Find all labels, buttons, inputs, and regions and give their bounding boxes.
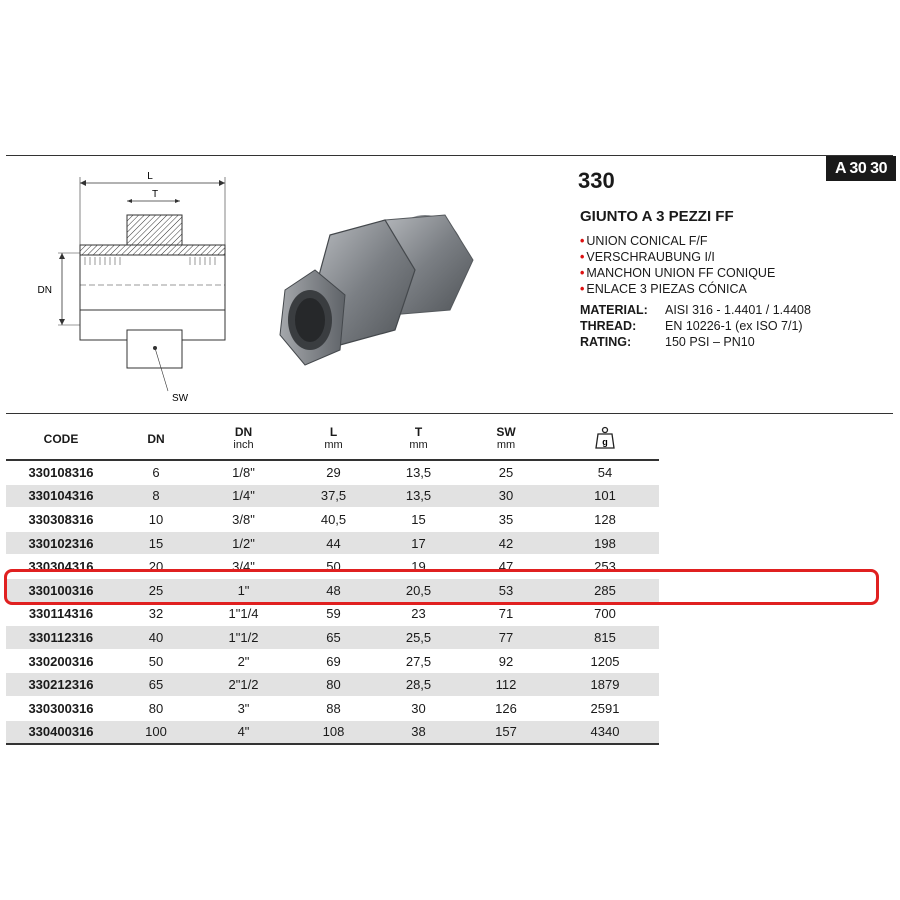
cell-dn: 10 [116, 508, 196, 532]
cell-l: 50 [291, 555, 376, 579]
cell-code: 330102316 [6, 531, 116, 555]
cell-l: 37,5 [291, 484, 376, 508]
table-row [6, 578, 659, 602]
cell-l: 44 [291, 531, 376, 555]
cell-l: 88 [291, 696, 376, 720]
cell-w: 1205 [551, 649, 659, 673]
cell-w: 54 [551, 460, 659, 484]
cell-t: 38 [376, 720, 461, 744]
table-row [6, 460, 659, 484]
spec-value: AISI 316 - 1.4401 / 1.4408 [665, 303, 811, 317]
cell-dn: 50 [116, 649, 196, 673]
translation-fr: • MANCHON UNION FF CONIQUE [580, 265, 775, 281]
cell-sw: 53 [461, 578, 551, 602]
cell-sw: 42 [461, 531, 551, 555]
cell-code: 330212316 [6, 673, 116, 697]
cell-t: 30 [376, 696, 461, 720]
section-divider [6, 413, 893, 414]
cell-sw: 47 [461, 555, 551, 579]
cell-dn: 80 [116, 696, 196, 720]
table-row [6, 673, 659, 697]
header-code: CODE [43, 431, 79, 446]
cell-sw: 157 [461, 720, 551, 744]
cell-l: 65 [291, 626, 376, 650]
table-header-row [6, 419, 659, 460]
cell-inch: 1/2" [196, 531, 291, 555]
table-row [6, 720, 659, 744]
product-specs [580, 302, 811, 350]
product-code: 330 [578, 168, 615, 193]
cell-inch: 4" [196, 720, 291, 744]
cell-w: 101 [551, 484, 659, 508]
top-divider [6, 155, 893, 156]
cell-code: 330308316 [6, 508, 116, 532]
cell-code: 330112316 [6, 626, 116, 650]
cell-t: 28,5 [376, 673, 461, 697]
cell-l: 80 [291, 673, 376, 697]
cell-w: 128 [551, 508, 659, 532]
cell-code: 330200316 [6, 649, 116, 673]
weight-icon [595, 426, 615, 450]
table-row [6, 531, 659, 555]
spec-label: RATING: [580, 335, 632, 349]
label-sw: SW [172, 393, 189, 404]
table-row [6, 484, 659, 508]
cell-dn: 100 [116, 720, 196, 744]
svg-text:g: g [602, 436, 608, 447]
product-photo [275, 200, 480, 380]
spec-rating [580, 334, 811, 350]
cell-sw: 30 [461, 484, 551, 508]
cell-code: 330114316 [6, 602, 116, 626]
table-row [6, 696, 659, 720]
cell-w: 253 [551, 555, 659, 579]
cell-l: 40,5 [291, 508, 376, 532]
cell-inch: 1"1/4 [196, 602, 291, 626]
table-row [6, 602, 659, 626]
cell-code: 330108316 [6, 460, 116, 484]
page-badge: A 30 30 [826, 156, 896, 181]
spec-value: EN 10226-1 (ex ISO 7/1) [665, 319, 803, 333]
cell-inch: 1"1/2 [196, 626, 291, 650]
translation-de: • VERSCHRAUBUNG I/I [580, 249, 775, 265]
cell-w: 2591 [551, 696, 659, 720]
cell-inch: 3" [196, 696, 291, 720]
table-row [6, 626, 659, 650]
cell-inch: 1/8" [196, 460, 291, 484]
cell-l: 29 [291, 460, 376, 484]
cell-inch: 1" [196, 578, 291, 602]
cell-code: 330300316 [6, 696, 116, 720]
cell-t: 13,5 [376, 484, 461, 508]
cell-inch: 2"1/2 [196, 673, 291, 697]
cell-sw: 126 [461, 696, 551, 720]
cell-dn: 15 [116, 531, 196, 555]
cell-dn: 65 [116, 673, 196, 697]
cell-inch: 1/4" [196, 484, 291, 508]
table-row [6, 508, 659, 532]
cell-sw: 25 [461, 460, 551, 484]
cell-l: 48 [291, 578, 376, 602]
cell-sw: 35 [461, 508, 551, 532]
cell-dn: 8 [116, 484, 196, 508]
cell-code: 330304316 [6, 555, 116, 579]
spec-label: THREAD: [580, 319, 637, 333]
label-dn: DN [37, 285, 52, 296]
header-dn: DN [147, 431, 165, 446]
table-row [6, 649, 659, 673]
translation-en: • UNION CONICAL F/F [580, 233, 775, 249]
cell-inch: 2" [196, 649, 291, 673]
cell-t: 15 [376, 508, 461, 532]
cell-code: 330100316 [6, 578, 116, 602]
header-t: T mm [409, 425, 428, 451]
cell-w: 1879 [551, 673, 659, 697]
table-row [6, 555, 659, 579]
cell-dn: 32 [116, 602, 196, 626]
cell-t: 13,5 [376, 460, 461, 484]
cell-t: 17 [376, 531, 461, 555]
cell-t: 23 [376, 602, 461, 626]
cell-code: 330104316 [6, 484, 116, 508]
cell-sw: 71 [461, 602, 551, 626]
label-l: L [147, 171, 153, 182]
header-dn-inch: DN inch [233, 425, 254, 451]
cell-code: 330400316 [6, 720, 116, 744]
dimensions-table [6, 419, 659, 745]
translation-es: • ENLACE 3 PIEZAS CÓNICA [580, 281, 775, 297]
cell-dn: 6 [116, 460, 196, 484]
cell-dn: 20 [116, 555, 196, 579]
cell-w: 700 [551, 602, 659, 626]
spec-thread [580, 318, 811, 334]
product-name: GIUNTO A 3 PEZZI FF [580, 208, 734, 225]
spec-material [580, 302, 811, 318]
cell-sw: 77 [461, 626, 551, 650]
spec-label: MATERIAL: [580, 303, 648, 317]
cell-t: 20,5 [376, 578, 461, 602]
product-translations [580, 233, 775, 297]
cell-w: 198 [551, 531, 659, 555]
cell-l: 108 [291, 720, 376, 744]
cell-dn: 40 [116, 626, 196, 650]
cell-t: 27,5 [376, 649, 461, 673]
cell-sw: 112 [461, 673, 551, 697]
cell-w: 4340 [551, 720, 659, 744]
header-weight [551, 419, 659, 460]
cell-w: 285 [551, 578, 659, 602]
spec-value: 150 PSI – PN10 [665, 335, 755, 349]
cell-l: 69 [291, 649, 376, 673]
cell-w: 815 [551, 626, 659, 650]
header-l: L mm [324, 425, 343, 451]
header-sw: SW mm [496, 425, 516, 451]
cell-dn: 25 [116, 578, 196, 602]
label-t: T [151, 189, 159, 200]
cell-t: 25,5 [376, 626, 461, 650]
cell-l: 59 [291, 602, 376, 626]
cell-sw: 92 [461, 649, 551, 673]
cell-inch: 3/8" [196, 508, 291, 532]
technical-drawing [30, 165, 240, 410]
cell-inch: 3/4" [196, 555, 291, 579]
cell-t: 19 [376, 555, 461, 579]
